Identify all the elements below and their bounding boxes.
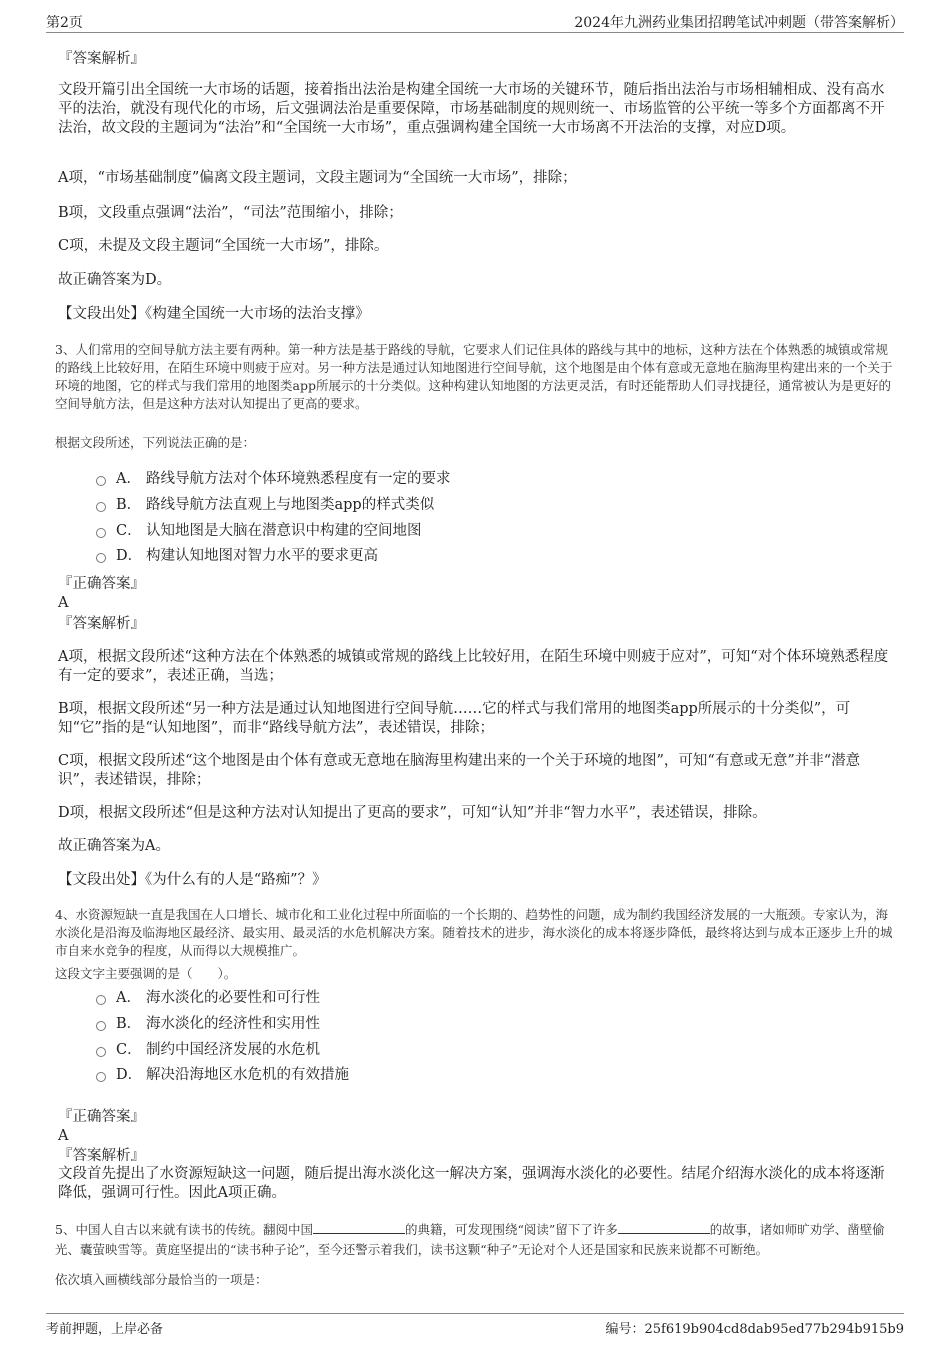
q4-option-b[interactable]: B． 海水淡化的经济性和实用性 xyxy=(96,1014,320,1034)
radio-button-icon[interactable] xyxy=(96,553,106,563)
radio-button-icon[interactable] xyxy=(96,1021,106,1031)
q2-option-c-explanation: C项，未提及文段主题词“全国统一大市场”，排除。 xyxy=(58,238,389,254)
q4-correct-label: 『正确答案』 xyxy=(58,1109,145,1125)
q3-analysis-label: 『答案解析』 xyxy=(58,616,145,632)
q2-analysis-text: 文段开篇引出全国统一大市场的话题，接着指出法治是构建全国统一大市场的关键环节，随后指出法治与市场相辅相成、没有高水平的法治，就没有现代化的市场，后文强调法治是重要保障，市场基础制度的规则统一、市场监管的公平统一等多个方面都离不开法治，故文段的主题词为“法治”和“全国统一大市场”，重点强调构建全国统一大市场离不开法治的支撑，对应D项。 xyxy=(58,82,885,136)
radio-button-icon[interactable] xyxy=(96,502,106,512)
q5-question: 依次填入画横线部分最恰当的一项是： xyxy=(55,1272,268,1287)
q3-option-c[interactable]: C． 认知地图是大脑在潜意识中构建的空间地图 xyxy=(96,521,422,541)
q4-analysis-text: 文段首先提出了水资源短缺这一问题，随后提出海水淡化这一解决方案，强调海水淡化的必要性。结尾介绍海水淡化的成本将逐渐降低，强调可行性。因此A项正确。 xyxy=(58,1166,885,1201)
radio-button-icon[interactable] xyxy=(96,528,106,538)
q2-source: 【文段出处】《构建全国统一大市场的法治支撑》 xyxy=(58,306,370,322)
document-id: 编号：25f619b904cd8dab95ed77b294b915b9 xyxy=(605,1322,904,1337)
q4-option-a[interactable]: A． 海水淡化的必要性和可行性 xyxy=(96,988,320,1008)
q4-analysis-label: 『答案解析』 xyxy=(58,1148,145,1164)
q3-source: 【文段出处】《为什么有的人是“路痴”？》 xyxy=(58,872,327,888)
q4-correct-answer: A xyxy=(58,1128,69,1144)
fill-blank-1[interactable] xyxy=(313,1220,405,1234)
q2-analysis-label: 『答案解析』 xyxy=(58,51,145,67)
q4-stem: 4、水资源短缺一直是我国在人口增长、城市化和工业化过程中所面临的一个长期的、趋势性的问题，成为制约我国经济发展的一大瓶颈。专家认为，海水淡化是沿海及临海地区最经济、最实用、最灵活的水危机解决方案。随着技术的进步，海水淡化的成本将逐步降低，最终将达到与成本正逐步上升的城市自来水竞争的程度，从而得以大规模推广。 xyxy=(55,907,893,958)
radio-button-icon[interactable] xyxy=(96,1047,106,1057)
q3-correct-answer: A xyxy=(58,595,69,611)
radio-button-icon[interactable] xyxy=(96,995,106,1005)
q4-option-c[interactable]: C． 制约中国经济发展的水危机 xyxy=(96,1040,320,1060)
q4-question: 这段文字主要强调的是（ ）。 xyxy=(55,966,237,981)
q2-option-b-explanation: B项，文段重点强调“法治”，“司法”范围缩小，排除； xyxy=(58,205,403,221)
q4-option-d[interactable]: D． 解决沿海地区水危机的有效措施 xyxy=(96,1065,349,1085)
q3-option-b-explanation: B项，根据文段所述“另一种方法是通过认知地图进行空间导航……它的样式与我们常用的地图类app所展示的十分类似”，可知“它”指的是“认知地图”，而非“路线导航方法”，表述错误，排除； xyxy=(58,701,851,736)
document-title: 2024年九洲药业集团招聘笔试冲刺题（带答案解析） xyxy=(574,15,904,31)
q5-stem: 5、中国人自古以来就有读书的传统。翻阅中国 的典籍，可发现围绕“阅读”留下了许多 的故事，诸如师旷劝学、凿壁偷光、囊萤映雪等。黄庭坚提出的“读书种子论”，至今还警示着我们，读书这颗“种子”无论对个人还是国家和民族来说都不可断绝。 xyxy=(55,1222,885,1257)
q3-option-d[interactable]: D． 构建认知地图对智力水平的要求更高 xyxy=(96,546,378,566)
q3-option-c-explanation: C项，根据文段所述“这个地图是由个体有意或无意地在脑海里构建出来的一个关于环境的地图”，可知“有意或无意”并非“潜意识”，表述错误，排除； xyxy=(58,753,861,788)
q3-correct-label: 『正确答案』 xyxy=(58,576,145,592)
fill-blank-2[interactable] xyxy=(618,1220,710,1234)
q2-conclusion: 故正确答案为D。 xyxy=(58,272,172,288)
q3-option-d-explanation: D项，根据文段所述“但是这种方法对认知提出了更高的要求”，可知“认知”并非“智力水平”，表述错误，排除。 xyxy=(58,805,767,821)
radio-button-icon[interactable] xyxy=(96,1072,106,1082)
page-number: 第2页 xyxy=(46,15,83,31)
q3-question: 根据文段所述，下列说法正确的是： xyxy=(55,435,256,450)
q2-option-a-explanation: A项，“市场基础制度”偏离文段主题词，文段主题词为“全国统一大市场”，排除； xyxy=(58,170,577,186)
footer-slogan: 考前押题，上岸必备 xyxy=(46,1322,164,1337)
q3-option-b[interactable]: B． 路线导航方法直观上与地图类app的样式类似 xyxy=(96,495,434,515)
q3-option-a[interactable]: A． 路线导航方法对个体环境熟悉程度有一定的要求 xyxy=(96,469,451,489)
page-footer xyxy=(46,1313,904,1340)
q3-stem: 3、人们常用的空间导航方法主要有两种。第一种方法是基于路线的导航，它要求人们记住具体的路线与其中的地标，这种方法在个体熟悉的城镇或常规的路线上比较好用，在陌生环境中则疲于应对。另一种方法是通过认知地图进行空间导航，这个地图是由个体有意或无意地在脑海里构建出来的一个关于环境的地图，它的样式与我们常用的地图类app所展示的十分类似。这种构建认知地图的方法更灵活，有时还能帮助人们寻找捷径，通常被认为是更好的空间导航方法，但是这种方法对认知提出了更高的要求。 xyxy=(55,342,893,411)
radio-button-icon[interactable] xyxy=(96,476,106,486)
q3-option-a-explanation: A项，根据文段所述“这种方法在个体熟悉的城镇或常规的路线上比较好用，在陌生环境中则疲于应对”，可知“对个体环境熟悉程度有一定的要求”，表述正确，当选； xyxy=(58,649,889,684)
page-header xyxy=(46,10,904,33)
q3-conclusion: 故正确答案为A。 xyxy=(58,838,170,854)
